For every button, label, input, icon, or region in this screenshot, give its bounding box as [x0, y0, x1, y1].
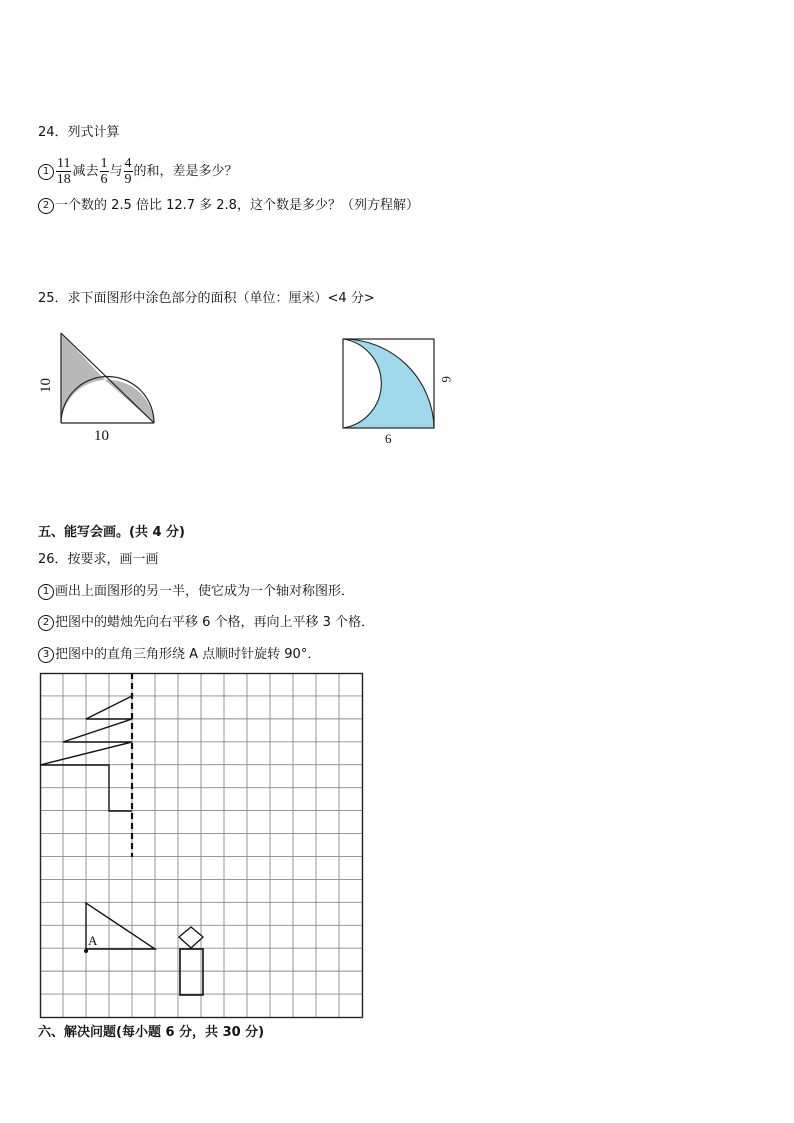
- drawing-grid: [40, 673, 365, 1020]
- q24-item2-text: 一个数的 2.5 倍比 12.7 多 2.8，这个数是多少？（列方程解）: [55, 198, 419, 213]
- figure-square-crescent: [335, 330, 460, 450]
- blue-shaded-crescent: [343, 339, 434, 428]
- q24-text-a: 减去: [72, 164, 99, 179]
- circled-number: 3: [38, 647, 54, 663]
- q24-title: 24．列式计算: [38, 125, 120, 140]
- q24-item1: [38, 155, 238, 189]
- circled-number: 2: [38, 198, 54, 214]
- fig2-side-label: 6: [439, 376, 454, 383]
- q24-text-c: 的和，差是多少？: [133, 164, 238, 179]
- figure-triangle-semicircle: [30, 325, 170, 450]
- q26-item1: [38, 583, 354, 601]
- q24-item2: [38, 197, 419, 215]
- candle-flame: [179, 927, 203, 948]
- fraction-1-6: [100, 156, 109, 187]
- candle-body: [180, 949, 203, 995]
- fraction-denominator: 18: [56, 172, 71, 187]
- q24-text-b: 与: [109, 164, 123, 179]
- q26-item1-text: 画出上面图形的另一半，使它成为一个轴对称图形．: [55, 584, 355, 599]
- q26-item3: [38, 646, 320, 664]
- grid-border: [41, 674, 363, 1018]
- fraction-11-18: [56, 156, 71, 187]
- q26-item3-text: 把图中的直角三角形绕 A 点顺时针旋转 90°．: [55, 647, 321, 662]
- point-a-label: A: [88, 933, 98, 948]
- circled-number: 2: [38, 615, 54, 631]
- section5-title: 五、能写会画。(共 4 分): [38, 525, 185, 540]
- circled-number: 1: [38, 584, 54, 600]
- fraction-denominator: 9: [124, 172, 132, 187]
- q26-item2: [38, 614, 374, 632]
- q26-item2-text: 把图中的蜡烛先向右平移 6 个格，再向上平移 3 个格．: [55, 615, 375, 630]
- fig1-height-label: 10: [38, 378, 54, 393]
- fig2-base-label: 6: [385, 431, 392, 446]
- circled-number: 1: [38, 164, 54, 180]
- fraction-numerator: 11: [57, 156, 71, 171]
- fig1-base-label: 10: [94, 428, 109, 444]
- q26-title: 26．按要求，画一画: [38, 552, 159, 567]
- grey-shaded-region-top: [61, 333, 105, 423]
- section6-title: 六、解决问题(每小题 6 分，共 30 分): [38, 1025, 265, 1040]
- fraction-numerator: 1: [100, 156, 108, 171]
- point-a-dot: [84, 949, 88, 953]
- fraction-numerator: 4: [124, 156, 132, 171]
- q25-title: 25．求下面图形中涂色部分的面积（单位：厘米）<4 分>: [38, 291, 375, 306]
- grid-lines: [40, 673, 362, 1017]
- fraction-denominator: 6: [100, 172, 108, 187]
- fraction-4-9: [124, 156, 133, 187]
